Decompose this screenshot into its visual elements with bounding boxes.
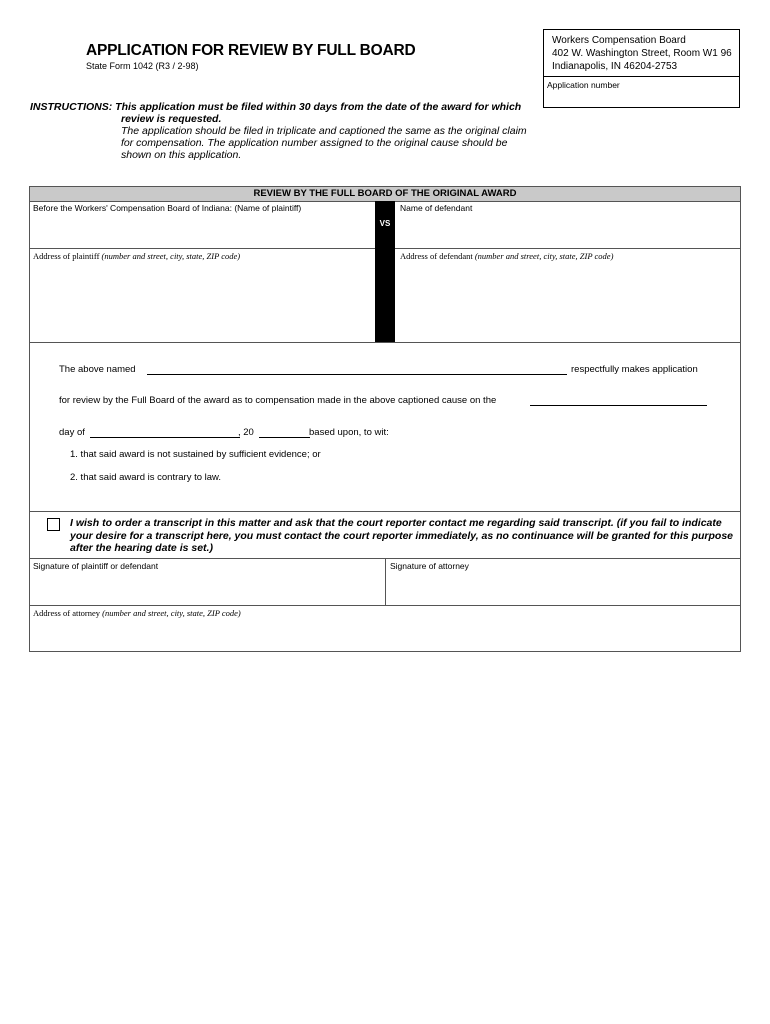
attorney-address-label-text: Address of attorney — [33, 608, 101, 618]
board-address-box — [543, 29, 740, 108]
year-prefix-text: , 20 — [238, 427, 254, 438]
makes-application-text: respectfully makes application — [571, 364, 698, 375]
divider — [30, 342, 740, 343]
plaintiff-name-field[interactable] — [31, 214, 374, 248]
defendant-address-field[interactable] — [396, 263, 739, 341]
instructions-lead: INSTRUCTIONS: This application must be filed within 30 days from the date of the award for which — [30, 101, 522, 113]
instructions — [30, 101, 550, 161]
attorney-address-hint: (number and street, city, state, ZIP code) — [102, 608, 241, 618]
defendant-address-label — [400, 251, 613, 261]
attorney-address-field[interactable] — [31, 620, 739, 650]
instructions-line3: for compensation. The application number assigned to the original cause should be — [121, 137, 508, 149]
award-date-line[interactable] — [530, 405, 707, 406]
applicant-name-line[interactable] — [147, 374, 567, 375]
transcript-request-text: I wish to order a transcript in this matter and ask that the court reporter contact me regarding said transcript. (if you fail to indicate your desire for a transcript here, you must contact the court reporter immediately, as no continuance will be granted for this purpose after the hearing date is set.) — [70, 517, 733, 554]
application-number-field[interactable] — [544, 76, 739, 90]
board-street: 402 W. Washington Street, Room W1 96 — [552, 48, 732, 59]
attorney-address-label — [33, 608, 241, 618]
attorney-signature-field[interactable] — [387, 572, 739, 605]
divider — [30, 248, 375, 249]
divider — [395, 248, 740, 249]
board-city: Indianapolis, IN 46204-2753 — [552, 61, 678, 72]
transcript-checkbox[interactable] — [47, 518, 60, 531]
reason-2: 2. that said award is contrary to law. — [70, 472, 222, 483]
day-of-text: day of — [59, 427, 85, 438]
form-title: APPLICATION FOR REVIEW BY FULL BOARD — [86, 42, 416, 59]
divider — [30, 605, 740, 606]
plaintiff-name-label: Before the Workers' Compensation Board of Indiana: (Name of plaintiff) — [33, 203, 302, 213]
above-named-text: The above named — [59, 364, 136, 375]
plaintiff-address-label-text: Address of plaintiff — [33, 251, 100, 261]
divider — [30, 511, 740, 512]
board-name: Workers Compensation Board — [552, 35, 686, 46]
review-statement-text: for review by the Full Board of the award as to compensation made in the above captioned cause on the — [59, 395, 497, 406]
defendant-address-hint: (number and street, city, state, ZIP code) — [474, 251, 614, 261]
board-address — [552, 34, 732, 73]
attorney-signature-label: Signature of attorney — [390, 561, 469, 571]
award-year-line[interactable] — [259, 437, 310, 438]
defendant-name-field[interactable] — [396, 214, 739, 248]
form-number: State Form 1042 (R3 / 2-98) — [86, 61, 199, 71]
plaintiff-address-field[interactable] — [31, 263, 374, 341]
defendant-name-label: Name of defendant — [400, 203, 473, 213]
instructions-lead-cont: review is requested. — [121, 113, 222, 125]
plaintiff-address-label — [33, 251, 240, 261]
vs-label: VS — [379, 219, 391, 228]
based-upon-text: based upon, to wit: — [309, 427, 389, 438]
divider — [385, 558, 386, 605]
plaintiff-address-hint: (number and street, city, state, ZIP code) — [101, 251, 241, 261]
party-signature-label: Signature of plaintiff or defendant — [33, 561, 159, 571]
instructions-line4: shown on this application. — [121, 149, 242, 161]
party-signature-field[interactable] — [31, 572, 383, 605]
reason-1: 1. that said award is not sustained by sufficient evidence; or — [70, 449, 321, 460]
award-day-line[interactable] — [90, 437, 240, 438]
instructions-line2: The application should be filed in triplicate and captioned the same as the original claim — [121, 125, 527, 137]
review-section-title: REVIEW BY THE FULL BOARD OF THE ORIGINAL AWARD — [30, 187, 740, 202]
defendant-address-label-text: Address of defendant — [400, 251, 473, 261]
application-number-label: Application number — [547, 80, 620, 90]
